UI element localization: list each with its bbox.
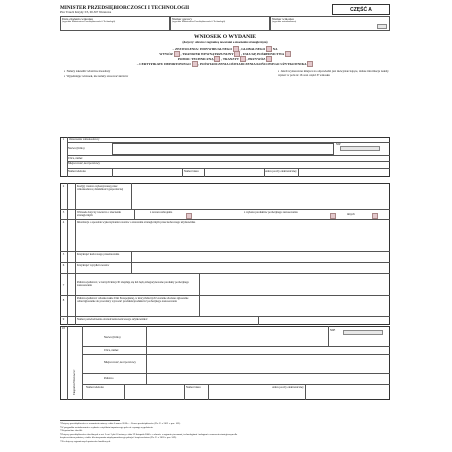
exporter-name-input[interactable]: [146, 326, 328, 346]
technical-assistance-label: POMOC TECHNICZNĄ: [177, 56, 214, 61]
instruction-mark-boxes-text: Należy zakreślić właściwe kwadraty: [66, 70, 111, 73]
instruction-extra-space-text: Jeżeli wyznaczone miejsca na odpowiedzi jest niewystarczające, dalsze informacje należy wpisać w polu nr 16 oraz części E wniosku: [278, 70, 389, 77]
exporter-vertical-label: Eksporter/Dostawca⁶: [72, 369, 76, 395]
applicant-name-input[interactable]: [112, 143, 334, 155]
end-user-statement-number-input[interactable]: [258, 316, 390, 325]
row-6-label: Kraj/kraje² wysyłki towarów: [77, 264, 110, 267]
footnote-5: ⁵ Nie dotyczy zagranicznych partnerów handlowych.: [60, 439, 111, 443]
footnote-1: ¹ Dotyczy przedsiębiorców w rozumieniu ustawy z dnia 6 marca 2018 r. – Prawo przedsiębiorców (Dz. U. z 2021 r. poz. 162).: [60, 422, 181, 425]
applicant-fax-input[interactable]: [204, 169, 264, 177]
row-9-label: Numer poświadczenia oświadczenia końcowego użytkownika⁴: [77, 318, 148, 321]
destination-country-input[interactable]: [131, 251, 390, 262]
applicant-fax-label: Numer faksu: [184, 169, 199, 173]
row-5-number: 5: [62, 252, 65, 256]
permit-global-label: , GLOBALNEGO: [239, 46, 266, 51]
exporter-name-label: Nazwa (firma): [104, 336, 121, 339]
goods-dual-use-label: z wykazu produktów podwójnego zastosowania: [244, 211, 298, 214]
exporter-nip-input[interactable]: [343, 330, 383, 335]
export-label: WYWÓZ: [159, 51, 174, 56]
exporter-email-input[interactable]: [305, 384, 390, 400]
exporter-street-label: Ulica, numer: [104, 349, 119, 352]
row-8-label: Państwo/państwa² członkowskie Unii Europejskiej, w których/których² zostanie złożone zgłoszenie celne/zgłoszenie do procedury wywozu⁴ produktu/produktów² podwójnego zastosowania: [77, 297, 189, 304]
instruction-no-abbreviations-text: Wypełniając wniosek, nie należy stosować skrótów: [66, 75, 129, 78]
business-activity-input[interactable]: [131, 183, 390, 209]
exporter-email-label: Adres poczty elektronicznej: [272, 386, 304, 389]
section-1-title: Oznaczenie wnioskodawcy: [69, 138, 100, 141]
row-2-label: Kod(y) i nazwa wykonywanej przez wnioskodawcę działalności gospodarczej: [77, 185, 124, 192]
end-user-statement-checkbox[interactable]: [307, 61, 313, 67]
application-number-hint: (wypełnia wnioskodawca): [272, 21, 297, 24]
applicant-phone-input[interactable]: [112, 169, 182, 177]
exporter-country-input[interactable]: [146, 374, 390, 384]
date-filed-label: Data złożenia wniosku: [62, 16, 93, 21]
exporter-street-input[interactable]: [146, 347, 390, 354]
application-number-field[interactable]: [377, 24, 387, 29]
footnote-3: ³ Niepotrzebne skreślić.: [60, 429, 83, 432]
applicant-email-label: Adres poczty elektronicznej: [265, 169, 297, 173]
instruction-mark-boxes: ▪ Należy zakreślić właściwe kwadraty: [64, 70, 111, 73]
exporter-country-label: Państwo: [104, 377, 114, 380]
applicant-city-label: Miejscowość, kod pocztowy: [68, 162, 100, 165]
end-user-statement-label: , POŚWIADCZENIA OŚWIADCZENIA KOŃCOWEGO UŻYTKOWNIKA: [198, 61, 307, 66]
goods-other-label: innych: [347, 213, 355, 216]
case-number-label: Numer sprawy: [172, 16, 193, 21]
footnote-2: ² W przypadku wnioskowania o wydanie certyfikatu importowego pole nie wymaga wypełnienia.: [60, 425, 154, 429]
row-3-number: 3: [62, 210, 65, 214]
row-5-label: Kraj/kraje² końcowego przeznaczenia: [77, 253, 120, 256]
row-7-label: Państwo/państwa², w których/których² znajdują się lub będą zmagazynowane produkty podwójnego zastosowania: [77, 281, 189, 288]
row-6-number: 6: [62, 263, 65, 267]
date-filed-cell: [60, 16, 170, 31]
case-number-hint: (wypełnia Ministerstwo Przedsiębiorczości i Technologii): [172, 21, 226, 24]
exporter-city-label: Miejscowość, kod pocztowy: [104, 361, 136, 364]
goods-armament-label: z towaru uzbrojenia: [150, 211, 173, 214]
import-certificate-checkbox[interactable]: [192, 61, 198, 67]
date-filed-hint: (wypełnia Ministerstwo Przedsiębiorczości i Technologii): [62, 21, 116, 24]
permit-on-label: NA: [272, 46, 278, 51]
intra-eu-transfer-label: , TRANSFER WEWNĄTRZUNIJNY: [180, 51, 234, 56]
exporter-phone-label: Numer telefonu: [86, 386, 104, 389]
footnote-4: ⁴ Dotyczy przedsiębiorców określonych w art. 3 ust. 2 pkt 10 ustawy z dnia 29 listopada 2000 r. o obrocie z zagranicą towarami, technologiami i usługami o znaczeniu strategicznym dla: [60, 432, 238, 436]
applicant-phone-label: Numer telefonu: [68, 169, 86, 173]
instruction-no-abbreviations: ▪ Wypełniając wniosek, nie należy stosować skrótów: [64, 75, 129, 78]
form-subtitle: (dotyczy: obrotu z zagranicą towarami o znaczeniu strategicznym): [182, 40, 268, 44]
row-3-label: Wniosek dotyczy towarów o znaczeniu strategicznym: [77, 211, 121, 218]
applicant-name-label: Nazwa (firma): [68, 147, 85, 150]
eu-declaration-country-input[interactable]: [199, 295, 390, 316]
exporter-fax-input[interactable]: [208, 384, 270, 400]
row-8-number: 8: [62, 298, 65, 302]
exporter-city-input[interactable]: [146, 354, 390, 373]
dispatch-country-input[interactable]: [131, 262, 390, 273]
import-certificate-label: – CERTYFIKATU IMPORTOWEGO: [136, 61, 191, 66]
application-number-label: Numer wniosku: [272, 16, 294, 21]
footnote-4-continued: bezpieczeństwa państwa, a także dla utrzymania międzynarodowego pokoju i bezpieczeństwa (Dz. U. z 2020 r. poz. 509).: [60, 436, 177, 439]
case-number-cell: [170, 16, 270, 31]
applicant-nip-input[interactable]: [340, 146, 380, 151]
section-1-number: 1: [62, 137, 65, 141]
exporter-fax-label: Numer faksu: [186, 386, 201, 389]
applicant-email-input[interactable]: [298, 169, 390, 177]
row-4-label: Informacja o sposobie wykorzystania towarów o znaczeniu strategicznym przez końcowego użytkownika: [77, 221, 196, 224]
form-title: WNIOSEK O WYDANIE: [193, 34, 257, 40]
ministry-name: MINISTER PRZEDSIĘBIORCZOŚCI I TECHNOLOGII: [60, 5, 190, 11]
ministry-address: Plac Trzech Krzyży 3/5, 00-507 Warszawa: [60, 11, 112, 14]
row-2-number: 2: [62, 184, 65, 188]
title-line-4: [60, 61, 390, 67]
part-label: CZĘŚĆ A: [332, 4, 390, 15]
transit-label: , TRANZYT: [221, 56, 239, 61]
import-label: , PRZYWÓZ: [246, 56, 266, 61]
applicant-nip-label: NIP: [336, 143, 341, 146]
end-use-info-input[interactable]: [76, 225, 390, 251]
storage-country-input[interactable]: [199, 273, 390, 295]
applicant-city-input[interactable]: [112, 161, 390, 168]
exporter-phone-input[interactable]: [124, 384, 184, 400]
permit-individual-label: – ZEZWOLENIA: INDYWIDUALNEGO: [172, 46, 232, 51]
application-number-cell[interactable]: [270, 16, 390, 31]
applicant-street-label: Ulica, numer: [68, 157, 83, 160]
row-7-number: 7: [62, 283, 65, 287]
section-10-number: 10: [62, 326, 65, 330]
exporter-nip-label: NIP¹: [330, 329, 336, 332]
instruction-extra-space: ▪ Jeżeli wyznaczone miejsca na odpowiedzi jest niewystarczające, dalsze informacje należy wpisać w polu nr 16 oraz części E wniosku: [278, 70, 389, 77]
brokering-label: , USŁUGĘ POŚREDNICTWA: [241, 51, 284, 56]
row-4-number: 4: [62, 220, 65, 224]
row-9-number: 9: [62, 317, 65, 321]
